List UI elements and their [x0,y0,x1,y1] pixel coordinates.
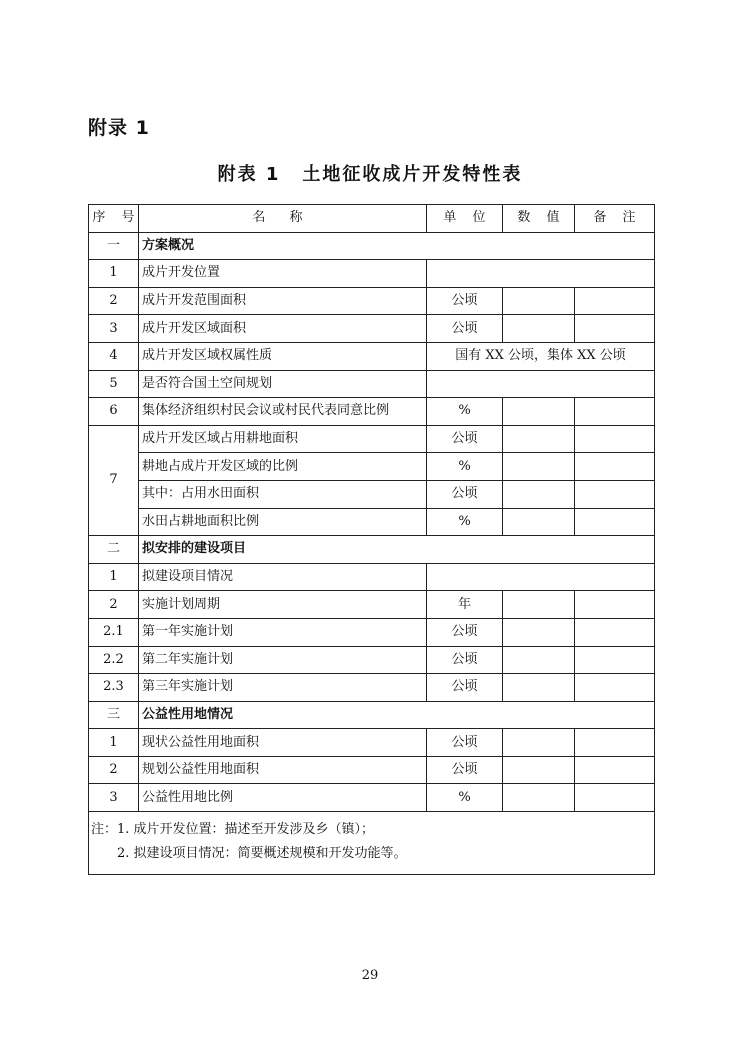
table-row [89,508,655,536]
row-seq: 二 [89,536,139,564]
table-row [89,425,655,453]
table-row [89,729,655,757]
row-remark [575,591,655,619]
row-seq: 7 [89,425,139,535]
table-caption: 土地征收成片开发特性表 [302,164,523,185]
row-value [503,480,575,508]
notes-row [89,812,655,875]
note-line: 2. 拟建设项目情况：简要概述规模和开发功能等。 [117,846,407,862]
row-seq: 2.2 [89,646,139,674]
row-value [503,287,575,315]
row-unit: 公顷 [427,646,503,674]
row-name: 实施计划周期 [139,591,427,619]
table-row [89,591,655,619]
row-name: 成片开发位置 [139,260,427,288]
row-name: 是否符合国土空间规划 [139,370,427,398]
row-seq: 3 [89,315,139,343]
row-seq: 1 [89,260,139,288]
row-seq: 1 [89,729,139,757]
header-seq: 序 号 [89,205,139,233]
row-remark [575,453,655,481]
row-remark [575,425,655,453]
row-value [503,784,575,812]
row-unit: 公顷 [427,729,503,757]
section-row [89,536,655,564]
note-line: 注：1. 成片开发位置：描述至开发涉及乡（镇）； [91,822,375,838]
row-unit [427,370,655,398]
table-row [89,315,655,343]
row-seq: 2 [89,287,139,315]
row-value [503,453,575,481]
table-row [89,756,655,784]
section-title: 方案概况 [139,232,655,260]
row-seq: 5 [89,370,139,398]
row-name: 现状公益性用地面积 [139,729,427,757]
row-name: 成片开发范围面积 [139,287,427,315]
row-value [503,756,575,784]
table-row [89,784,655,812]
row-name: 耕地占成片开发区域的比例 [139,453,427,481]
page-number: 29 [361,968,379,983]
row-remark [575,729,655,757]
row-remark [575,618,655,646]
appendix-heading: 附录 1 [88,117,150,139]
row-name: 第一年实施计划 [139,618,427,646]
row-seq: 三 [89,701,139,729]
row-unit: 公顷 [427,756,503,784]
row-remark [575,756,655,784]
table-row [89,674,655,702]
row-unit [427,563,655,591]
row-value [503,646,575,674]
section-row [89,232,655,260]
row-unit: % [427,453,503,481]
row-remark [575,315,655,343]
row-unit: 国有 XX 公顷，集体 XX 公顷 [427,342,655,370]
row-seq: 一 [89,232,139,260]
table-header-row [89,205,655,233]
table-row [89,398,655,426]
table-row [89,287,655,315]
row-unit: % [427,398,503,426]
table-row [89,342,655,370]
row-value [503,674,575,702]
row-remark [575,784,655,812]
section-title: 公益性用地情况 [139,701,655,729]
table-row [89,260,655,288]
row-value [503,425,575,453]
row-unit: 公顷 [427,315,503,343]
row-unit: 公顷 [427,674,503,702]
row-seq: 2.1 [89,618,139,646]
row-value [503,508,575,536]
row-name: 成片开发区域占用耕地面积 [139,425,427,453]
table-row [89,618,655,646]
header-unit: 单 位 [427,205,503,233]
table-row [89,563,655,591]
section-row [89,701,655,729]
row-seq: 6 [89,398,139,426]
row-name: 其中：占用水田面积 [139,480,427,508]
header-value: 数 值 [503,205,575,233]
row-name: 成片开发区域面积 [139,315,427,343]
row-seq: 3 [89,784,139,812]
row-value [503,315,575,343]
row-remark [575,480,655,508]
row-unit: 公顷 [427,425,503,453]
table-row [89,453,655,481]
row-seq: 4 [89,342,139,370]
row-value [503,618,575,646]
row-remark [575,287,655,315]
row-name: 拟建设项目情况 [139,563,427,591]
section-title: 拟安排的建设项目 [139,536,655,564]
table-row [89,370,655,398]
row-name: 第三年实施计划 [139,674,427,702]
row-value [503,729,575,757]
row-name: 公益性用地比例 [139,784,427,812]
row-remark [575,508,655,536]
characteristics-table [88,204,655,875]
row-seq: 2 [89,591,139,619]
row-unit: 年 [427,591,503,619]
header-name: 名 称 [139,205,427,233]
row-unit: 公顷 [427,618,503,646]
row-seq: 2 [89,756,139,784]
header-remark: 备 注 [575,205,655,233]
row-name: 规划公益性用地面积 [139,756,427,784]
table-label: 附表 1 [217,164,281,185]
row-unit: 公顷 [427,480,503,508]
row-value [503,591,575,619]
row-unit: % [427,508,503,536]
row-seq: 2.3 [89,674,139,702]
row-value [503,398,575,426]
row-name: 成片开发区域权属性质 [139,342,427,370]
row-remark [575,646,655,674]
row-seq: 1 [89,563,139,591]
table-row [89,480,655,508]
row-unit [427,260,655,288]
row-name: 第二年实施计划 [139,646,427,674]
row-unit: 公顷 [427,287,503,315]
table-row [89,646,655,674]
table-title [0,160,740,186]
row-remark [575,674,655,702]
table-notes [89,812,655,875]
row-unit: % [427,784,503,812]
row-remark [575,398,655,426]
row-name: 水田占耕地面积比例 [139,508,427,536]
row-name: 集体经济组织村民会议或村民代表同意比例 [139,398,427,426]
